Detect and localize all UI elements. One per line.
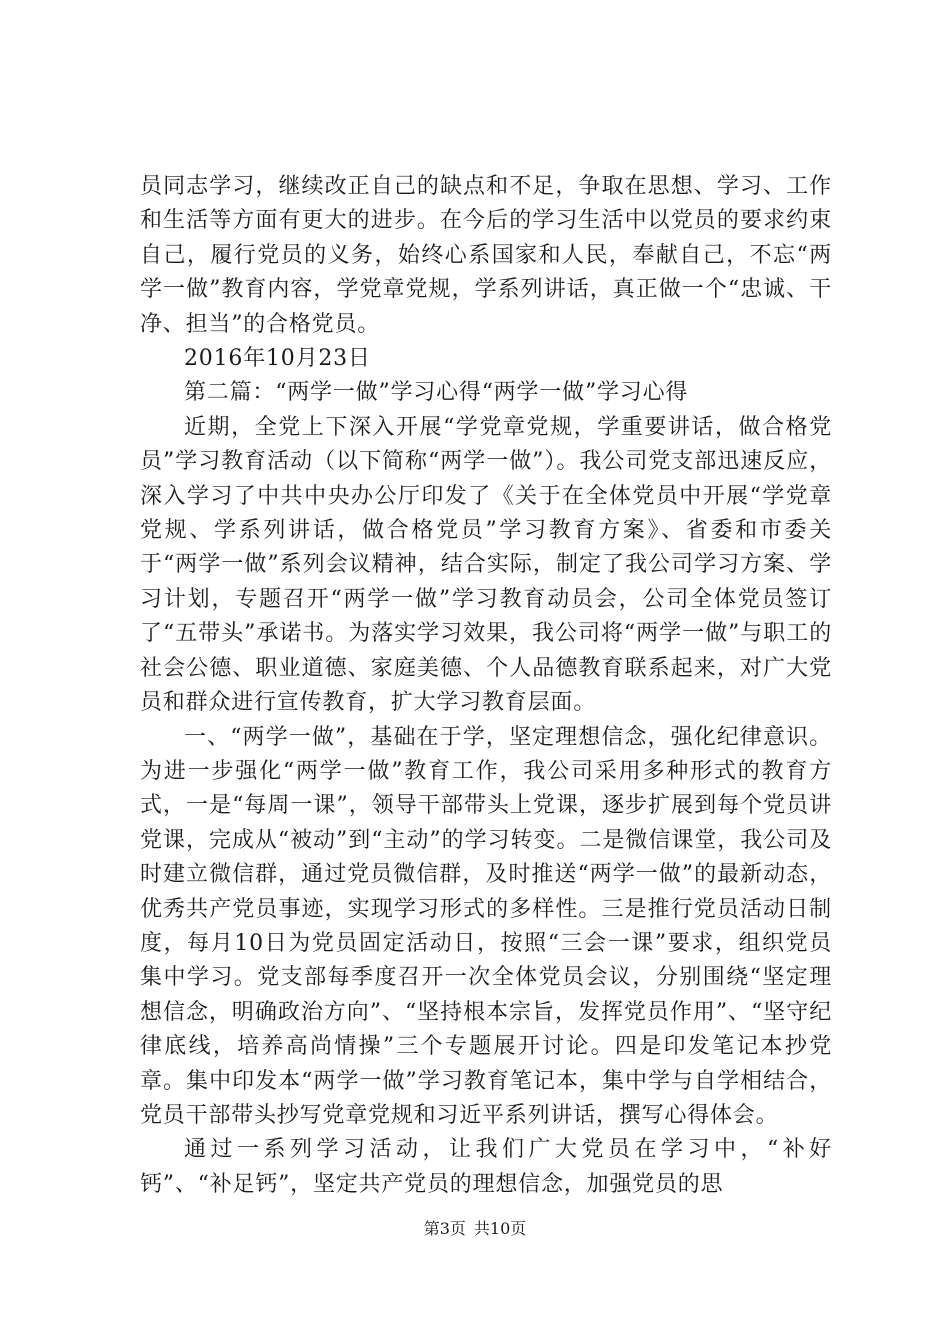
page-total: 共10页 bbox=[473, 1219, 527, 1238]
paragraph-closing: 通过一系列学习活动，让我们广大党员在学习中，“补好钙”、“补足钙”，坚定共产党员的理想信念，加强党员的思 bbox=[140, 1137, 832, 1197]
date-line: 2016年10月23日 bbox=[184, 346, 371, 372]
section-title: 第二篇：“两学一做”学习心得“两学一做”学习心得 bbox=[184, 380, 689, 406]
page-footer bbox=[0, 1216, 950, 1239]
paragraph-point-one: 一、“两学一做”，基础在于学，坚定理想信念，强化纪律意识。为进一步强化“两学一做”教育工作，我公司采用多种形式的教育方式，一是“每周一课”，领导干部带头上党课，逐步扩展到每个党员讲党课，完成从“被动”到“主动”的学习转变。二是微信课堂，我公司及时建立微信群，通过党员微信群，及时推送“两学一做”的最新动态，优秀共产党员事迹，实现学习形式的多样性。三是推行党员活动日制度，每月10日为党员固定活动日，按照“三会一课”要求，组织党员集中学习。党支部每季度召开一次全体党员会议，分别围绕“坚定理想信念，明确政治方向”、“坚持根本宗旨，发挥党员作用”、“坚守纪律底线，培养高尚情操”三个专题展开讨论。四是印发笔记本抄党章。集中印发本“两学一做”学习教育笔记本，集中学与自学相结合，党员干部带头抄写党章党规和习近平系列讲话，撰写心得体会。 bbox=[140, 724, 832, 1128]
paragraph-continuation: 员同志学习，继续改正自己的缺点和不足，争取在思想、学习、工作和生活等方面有更大的进步。在今后的学习生活中以党员的要求约束自己，履行党员的义务，始终心系国家和人民，奉献自己，不忘“两学一做”教育内容，学党章党规，学系列讲话，真正做一个“忠诚、干净、担当”的合格党员。 bbox=[140, 174, 832, 337]
page-number: 第3页 bbox=[423, 1219, 466, 1238]
paragraph-intro: 近期，全党上下深入开展“学党章党规，学重要讲话，做合格党员”学习教育活动（以下简称“两学一做”）。我公司党支部迅速反应，深入学习了中共中央办公厅印发了《关于在全体党员中开展“学党章党规、学系列讲话，做合格党员”学习教育方案》、省委和市委关于“两学一做”系列会议精神，结合实际，制定了我公司学习方案、学习计划，专题召开“两学一做”学习教育动员会，公司全体党员签订了“五带头”承诺书。为落实学习效果，我公司将“两学一做”与职工的社会公德、职业道德、家庭美德、个人品德教育联系起来，对广大党员和群众进行宣传教育，扩大学习教育层面。 bbox=[140, 414, 832, 716]
document-body bbox=[140, 170, 832, 1202]
